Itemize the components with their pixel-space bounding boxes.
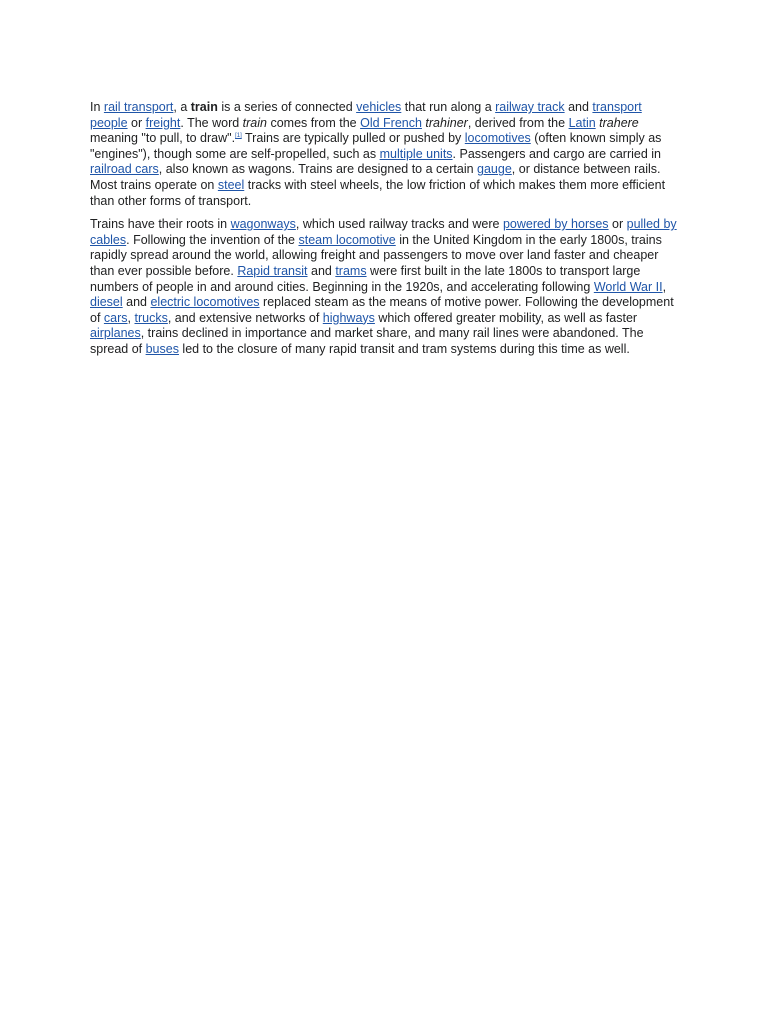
link-multiple-units[interactable]: multiple units [379, 146, 453, 161]
footnote-ref [235, 133, 242, 139]
link-trucks[interactable]: trucks [134, 310, 168, 325]
footnote-link-1[interactable]: [1] [235, 133, 242, 140]
link-steam-locomotive[interactable]: steam locomotive [298, 232, 396, 247]
link-wagonways[interactable]: wagonways [230, 217, 296, 232]
link-transport-people[interactable]: transport people [90, 100, 642, 130]
paragraph-history: Trains have their roots in wagonways, which used railway tracks and were powered by horses or pulled by cables. Following the invention of the steam locomotive in the United Kingdom in the early 1800s, trains rapidly spread around the world, allowing freight and passengers to move over land faster and cheaper than ever possible before. Rapid transit and trams were first built in the late 1800s to transport large numbers of people in and around cities. Beginning in the 1920s, and accelerating following World War II, diesel and electric locomotives replaced steam as the means of motive power. Following the development of cars, trucks, and extensive networks of highways which offered greater mobility, as well as faster airplanes, trains declined in importance and market share, and many rail lines were abandoned. The spread of buses led to the closure of many rapid transit and tram systems during this time as well. [90, 217, 677, 356]
link-trams[interactable]: trams [335, 263, 367, 278]
link-old-french[interactable]: Old French [360, 115, 422, 130]
link-gauge[interactable]: gauge [477, 162, 512, 177]
link-world-war-ii[interactable]: World War II [593, 279, 663, 294]
link-railroad-cars[interactable]: railroad cars [90, 162, 159, 177]
article-body [90, 100, 678, 366]
link-locomotives[interactable]: locomotives [464, 131, 531, 146]
link-cars[interactable]: cars [103, 310, 128, 325]
italic-train: train [242, 115, 267, 130]
link-steel[interactable]: steel [217, 177, 245, 192]
link-pulled-by-cables[interactable]: pulled by cables [90, 217, 677, 247]
link-buses[interactable]: buses [145, 341, 179, 356]
paragraph-intro: In rail transport, a train is a series of connected vehicles that run along a railway track and transport people or freight. The word train comes from the Old French trahiner, derived from the Latin trahere meaning "to pull, to draw".[1] Trains are typically pulled or pushed by locomotives (often known simply as "engines"), though some are self-propelled, such as multiple units. Passengers and cargo are carried in railroad cars, also known as wagons. Trains are designed to a certain gauge, or distance between rails. Most trains operate on steel tracks with steel wheels, the low friction of which makes them more efficient than other forms of transport. [90, 100, 666, 208]
italic-trahiner: trahiner [425, 115, 468, 130]
link-electric-locomotives[interactable]: electric locomotives [150, 295, 260, 310]
link-vehicles[interactable]: vehicles [356, 100, 402, 114]
term-train: train [190, 100, 218, 114]
italic-trahere: trahere [599, 115, 639, 130]
link-airplanes[interactable]: airplanes [90, 326, 141, 341]
link-powered-by-horses[interactable]: powered by horses [502, 217, 609, 232]
link-freight[interactable]: freight [145, 115, 181, 130]
link-railway-track[interactable]: railway track [495, 100, 565, 114]
link-diesel[interactable]: diesel [90, 295, 123, 310]
link-highways[interactable]: highways [322, 310, 375, 325]
link-rapid-transit[interactable]: Rapid transit [237, 263, 308, 278]
link-latin[interactable]: Latin [568, 115, 596, 130]
link-rail-transport[interactable]: rail transport [103, 100, 174, 114]
